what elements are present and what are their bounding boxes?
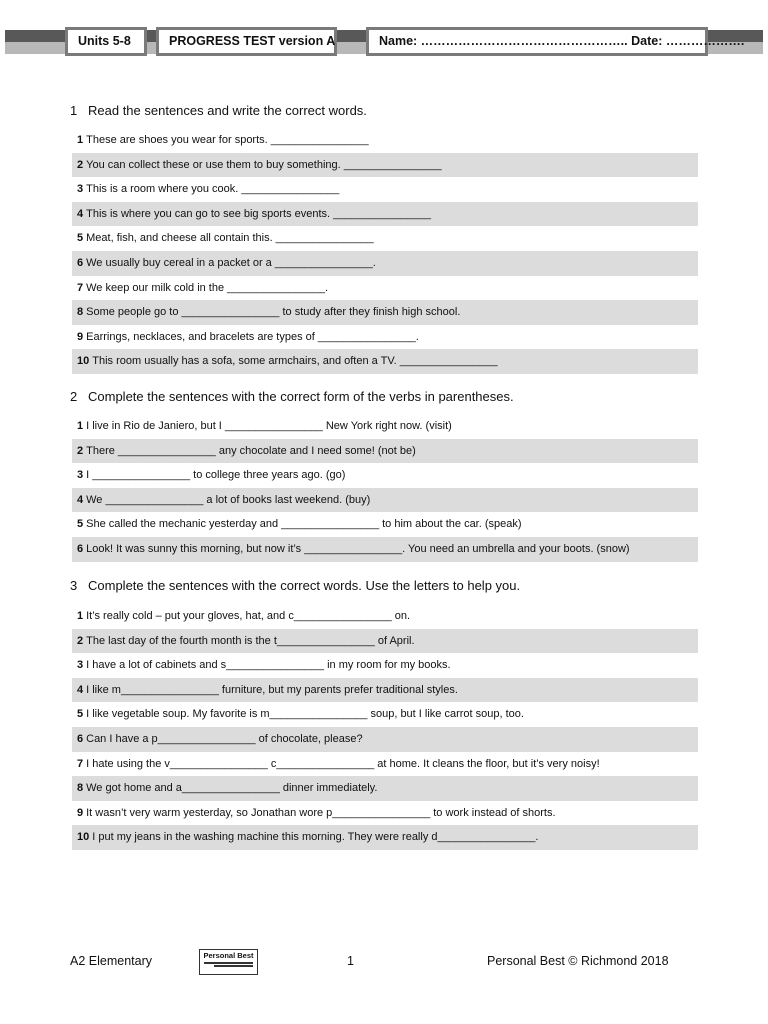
exercise-item[interactable]: 5 Meat, fish, and cheese all contain this. ________________ [77,232,374,245]
exercise-item[interactable]: 2 The last day of the fourth month is the t________________ of April. [72,629,698,654]
personal-best-logo [199,949,258,975]
exercise-item[interactable]: 10 This room usually has a sofa, some armchairs, and often a TV. ________________ [72,349,698,374]
exercise-item[interactable]: 10 I put my jeans in the washing machine this morning. They were really d________________. [72,825,698,850]
level-label: A2 Elementary [70,954,152,968]
exercise-item[interactable]: 1 These are shoes you wear for sports. ________________ [77,134,369,146]
section-instruction: Read the sentences and write the correct words. [88,103,367,118]
name-date-field[interactable]: Name: ………………………………………….. Date: ………………. [366,27,708,56]
exercise-item[interactable]: 7 I hate using the v________________ c________________ at home. It cleans the floor, but it’s very noisy! [77,757,600,770]
exercise-item[interactable]: 2 There ________________ any chocolate and I need some! (not be) [72,439,698,464]
exercise-item[interactable]: 6 Can I have a p________________ of chocolate, please? [72,727,698,752]
exercise-item[interactable]: 9 Earrings, necklaces, and bracelets are types of ________________. [77,330,419,343]
exercise-item[interactable]: 4 This is where you can go to see big sports events. ________________ [72,202,698,227]
exercise-item[interactable]: 5 I like vegetable soup. My favorite is m________________ soup, but I like carrot soup, too. [77,708,524,721]
section-instruction: Complete the sentences with the correct words. Use the letters to help you. [88,578,521,593]
exercise-item[interactable]: 4 We ________________ a lot of books last weekend. (buy) [72,488,698,513]
exercise-item[interactable]: 2 You can collect these or use them to buy something. ________________ [72,153,698,178]
copyright: Personal Best © Richmond 2018 [487,954,669,968]
exercise-item[interactable]: 6 We usually buy cereal in a packet or a ________________. [72,251,698,276]
exercise-item[interactable]: 3 This is a room where you cook. ________________ [77,183,340,196]
exercise-item[interactable]: 7 We keep our milk cold in the ________________. [77,281,329,294]
test-title: PROGRESS TEST version A [156,27,337,56]
section-1-items [72,128,698,374]
section-3-title [70,578,520,593]
logo-text: Personal Best [203,951,254,960]
logo-line [214,965,253,967]
exercise-item[interactable]: 4 I like m________________ furniture, but my parents prefer traditional styles. [72,678,698,703]
section-1-title [70,103,367,118]
exercise-item[interactable]: 5 She called the mechanic yesterday and ________________ to him about the car. (speak) [77,518,522,531]
exercise-item[interactable]: 9 It wasn’t very warm yesterday, so Jonathan wore p________________ to work instead of shorts. [77,806,556,819]
section-2-items [72,414,698,562]
exercise-item[interactable]: 1 It’s really cold – put your gloves, hat, and c________________ on. [77,610,411,622]
section-2-title [70,389,514,404]
section-number: 1 [70,103,78,118]
logo-line [204,962,253,964]
exercise-item[interactable]: 8 Some people go to ________________ to study after they finish high school. [72,300,698,325]
section-number: 3 [70,578,78,593]
exercise-item[interactable]: 6 Look! It was sunny this morning, but now it’s ________________. You need an umbrella and your boots. (snow) [72,537,698,562]
section-number: 2 [70,389,78,404]
units-label: Units 5-8 [65,27,147,56]
exercise-item[interactable]: 1 I live in Rio de Janiero, but I ________________ New York right now. (visit) [77,420,452,432]
exercise-item[interactable]: 8 We got home and a________________ dinner immediately. [72,776,698,801]
page-number: 1 [347,954,354,968]
exercise-item[interactable]: 3 I ________________ to college three years ago. (go) [77,469,346,482]
exercise-item[interactable]: 3 I have a lot of cabinets and s________________ in my room for my books. [77,659,451,672]
section-3-items [72,604,698,850]
section-instruction: Complete the sentences with the correct form of the verbs in parentheses. [88,389,514,404]
